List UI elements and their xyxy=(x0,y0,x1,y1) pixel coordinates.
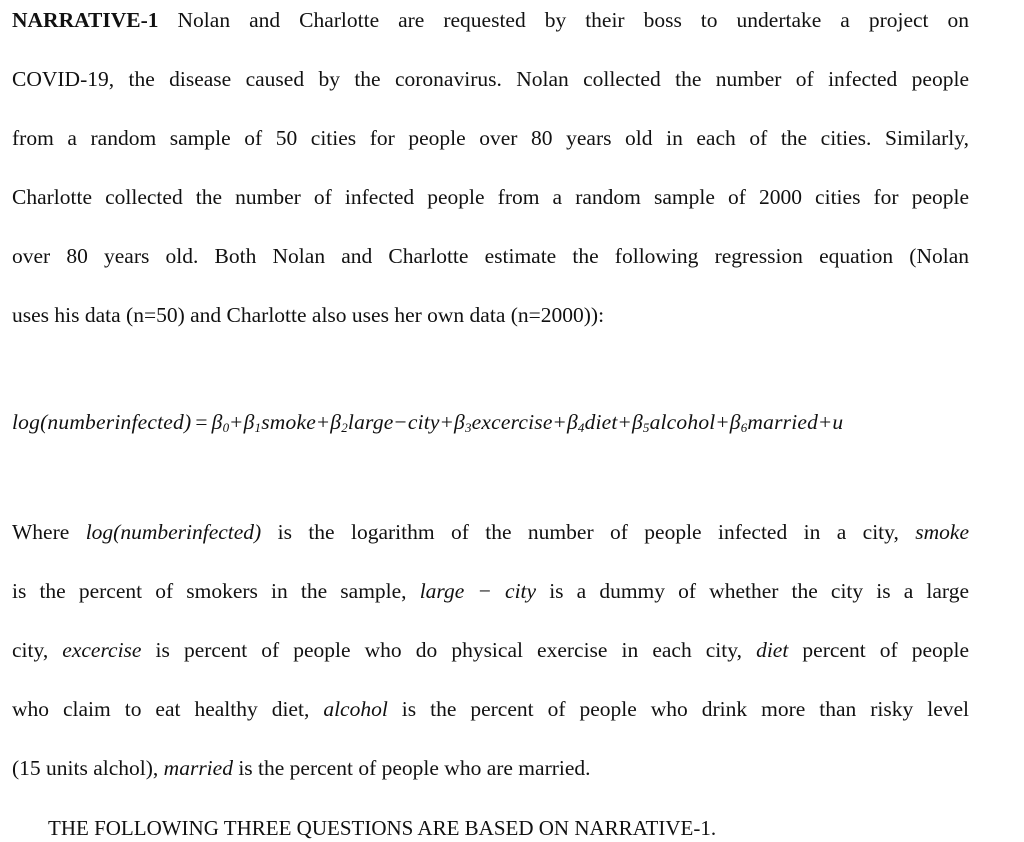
equation-lhs: log(numberinfected) xyxy=(12,410,192,434)
beta-0: β xyxy=(211,410,223,434)
beta-2: β xyxy=(330,410,342,434)
minus-sign: − xyxy=(394,410,407,434)
beta-5-sub: 5 xyxy=(642,420,650,435)
var-lognumberinfected: log(numberinfected) xyxy=(85,520,262,544)
equation-equals: = xyxy=(195,410,208,434)
definition-text: percent of people xyxy=(802,638,970,662)
beta-5: β xyxy=(631,410,643,434)
definition-text: who claim to eat healthy diet, xyxy=(12,697,310,721)
term-city: city xyxy=(407,410,440,434)
definition-text: is the percent of smokers in the sample, xyxy=(12,579,407,603)
beta-3: β xyxy=(454,410,465,434)
definition-text: (15 units alchol), xyxy=(12,756,159,780)
term-excercise: excercise xyxy=(471,410,553,434)
narrative-line-1 xyxy=(12,6,969,34)
term-large: large xyxy=(347,410,394,434)
definition-line-3 xyxy=(12,636,969,664)
narrative-line-5: over 80 years old. Both Nolan and Charlotte estimate the following regression equation (Nolan xyxy=(12,244,969,268)
beta-1-sub: 1 xyxy=(254,420,262,435)
var-excercise: excercise xyxy=(62,638,142,662)
regression-equation xyxy=(12,408,843,436)
narrative-line-3: from a random sample of 50 cities for people over 80 years old in each of the cities. Similarly, xyxy=(12,126,969,150)
definition-text: city, xyxy=(12,638,49,662)
beta-6-sub: 6 xyxy=(740,420,748,435)
questions-note: THE FOLLOWING THREE QUESTIONS ARE BASED ON NARRATIVE-1. xyxy=(48,816,717,840)
plus-sign: + xyxy=(230,410,243,434)
definition-line-4 xyxy=(12,695,969,723)
term-error: u xyxy=(832,410,844,434)
definition-text: is the percent of people who drink more than risky level xyxy=(401,697,970,721)
var-diet: diet xyxy=(756,638,789,662)
plus-sign: + xyxy=(316,410,330,434)
definition-line-1 xyxy=(12,518,969,546)
term-married: married xyxy=(747,410,819,434)
plus-sign: + xyxy=(819,410,832,434)
definition-text: is percent of people who do physical exercise in each city, xyxy=(155,638,742,662)
beta-2-sub: 2 xyxy=(341,420,348,435)
beta-1: β xyxy=(243,410,255,434)
beta-0-sub: 0 xyxy=(222,420,230,435)
narrative-line-4: Charlotte collected the number of infected people from a random sample of 2000 cities for people xyxy=(12,185,969,209)
where-word: Where xyxy=(12,520,70,544)
var-married: married xyxy=(163,756,233,780)
beta-4: β xyxy=(566,410,578,434)
definition-line-5 xyxy=(12,754,591,782)
beta-6: β xyxy=(729,410,741,434)
beta-4-sub: 4 xyxy=(577,420,585,435)
narrative-line-6: uses his data (n=50) and Charlotte also uses her own data (n=2000)): xyxy=(12,303,605,327)
definition-text: is the percent of people who are married. xyxy=(238,756,591,780)
definition-text: is the logarithm of the number of people infected in a city, xyxy=(277,520,899,544)
definition-text: is a dummy of whether the city is a large xyxy=(549,579,969,603)
narrative-line-2: COVID-19, the disease caused by the coronavirus. Nolan collected the number of infected people xyxy=(12,67,969,91)
plus-sign: + xyxy=(716,410,729,434)
plus-sign: + xyxy=(440,410,454,434)
var-smoke: smoke xyxy=(915,520,969,544)
plus-sign: + xyxy=(553,410,566,434)
beta-3-sub: 3 xyxy=(464,420,472,435)
term-diet: diet xyxy=(584,410,618,434)
term-alcohol: alcohol xyxy=(649,410,716,434)
narrative-label: NARRATIVE-1 xyxy=(12,8,159,32)
plus-sign: + xyxy=(618,410,631,434)
term-smoke: smoke xyxy=(261,410,316,434)
var-alcohol: alcohol xyxy=(323,697,388,721)
var-large-city: large − city xyxy=(419,579,537,603)
narrative-text: Nolan and Charlotte are requested by their boss to undertake a project on xyxy=(177,8,969,32)
definition-line-2 xyxy=(12,577,969,605)
